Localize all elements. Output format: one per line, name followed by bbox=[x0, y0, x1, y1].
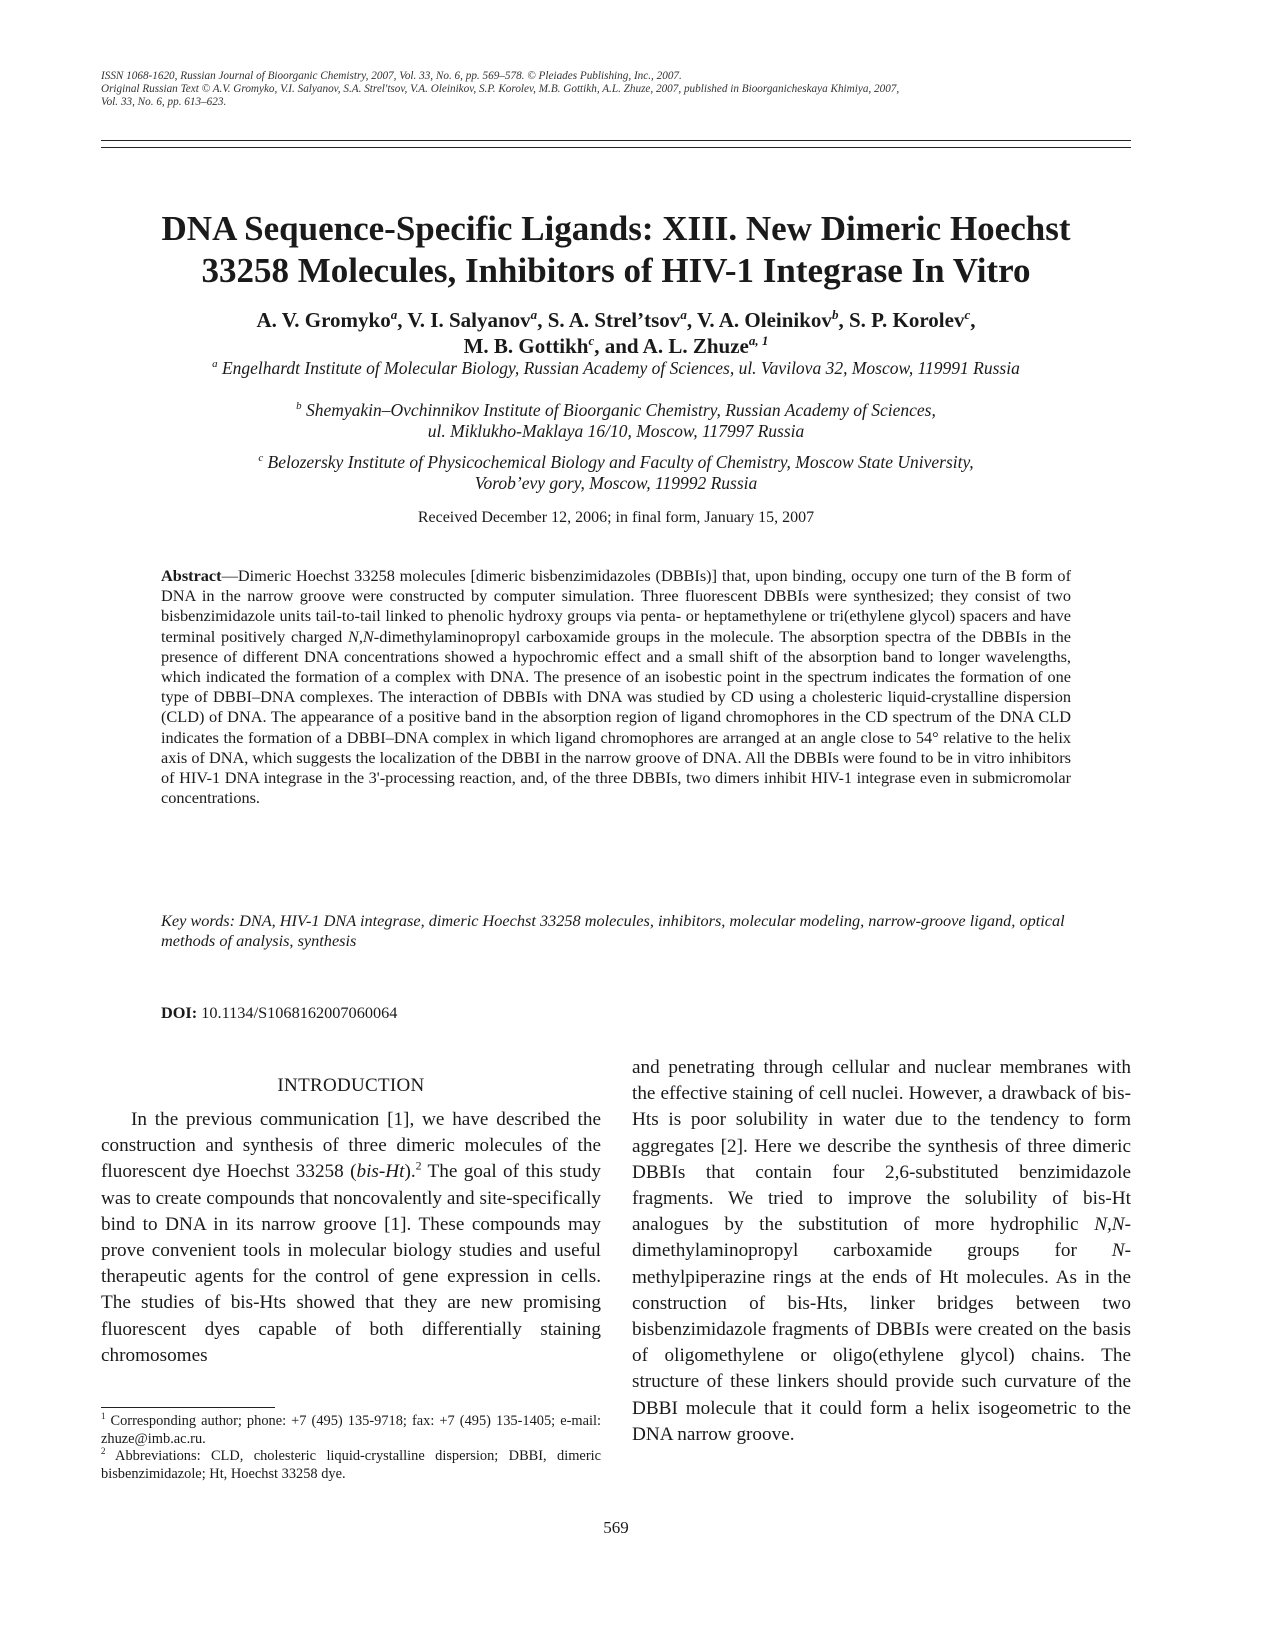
abstract-italic: N,N bbox=[347, 626, 374, 646]
received-dates: Received December 12, 2006; in final form, January 15, 2007 bbox=[417, 509, 815, 526]
intro-paragraph-2 bbox=[632, 1055, 1131, 1448]
author-separator: , bbox=[970, 308, 976, 332]
author-separator: , bbox=[838, 308, 849, 332]
affiliation-line: Vorob’evy gory, Moscow, 119992 Russia bbox=[474, 473, 758, 493]
author-list bbox=[101, 307, 1131, 359]
doi bbox=[161, 1003, 1071, 1023]
abstract-text: —Dimeric Hoechst 33258 molecules [dimeric bisbenzimidazoles (DBBIs)] that, upon binding, occupy one turn of the B form of DNA in the narrow groove were constructed by computer simulation. Three fluorescent DBBIs were synthesized; they consist of two bisbenzimidazole units tail-to-tail linked to phenolic hydroxy groups via penta- or heptamethylene or tri(ethylene glycol) spacers and have terminal positively charged bbox=[161, 566, 1071, 646]
body-italic: N bbox=[1111, 1240, 1125, 1262]
author-affil-mark: c bbox=[588, 333, 595, 348]
author-name: M. B. Gottikh bbox=[463, 334, 589, 358]
doi-value[interactable]: 10.1134/S1068162007060064 bbox=[201, 1003, 398, 1022]
header-line-3: Vol. 33, No. 6, pp. 613–623. bbox=[101, 96, 227, 108]
header-rule-bottom bbox=[101, 147, 1131, 148]
keywords: Key words: DNA, HIV-1 DNA integrase, dimeric Hoechst 33258 molecules, inhibitors, molecular modeling, narrow-groove ligand, optical methods of analysis, synthesis bbox=[161, 911, 1065, 951]
body-text: The goal of this study was to create compounds that noncovalently and site-specifically bind to DNA in its narrow groove [1]. These compounds may prove convenient tools in molecular biology studies and useful therapeutic agents for the control of gene expression in cells. The studies of bis-Hts showed that they are new promising fluorescent dyes capable of both differentially staining chromosomes bbox=[101, 1161, 601, 1366]
body-text: -methylpiperazine rings at the ends of Ht molecules. As in the construction of bis-Hts, linker bridges between two bisbenzimidazole fragments of DBBIs were created on the basis of oligomethylene or oligo(ethylene glycol) chains. The structure of these linkers should provide such curvature of the DBBI molecule that it could form a helix isogeometric to the DNA narrow groove. bbox=[632, 1240, 1131, 1445]
paper-title bbox=[101, 208, 1131, 292]
intro-paragraph-1 bbox=[101, 1107, 601, 1369]
author-name: S. P. Korolev bbox=[848, 308, 965, 332]
author-name: V. I. Salyanov bbox=[407, 308, 531, 332]
author-affil-mark: a, 1 bbox=[748, 333, 769, 348]
running-header bbox=[101, 70, 1131, 109]
author-affil-mark: a bbox=[680, 307, 687, 322]
body-italic: bis-Ht bbox=[356, 1161, 405, 1183]
header-line-1: ISSN 1068-1620, Russian Journal of Bioorganic Chemistry, 2007, Vol. 33, No. 6, pp. 569–578. © Pleiades Publishing, Inc., 2007. bbox=[101, 70, 682, 82]
author-line-2 bbox=[101, 333, 1131, 359]
header-line-2: Original Russian Text © A.V. Gromyko, V.I. Salyanov, S.A. Strel'tsov, V.A. Oleinikov, S.P. Korolev, M.B. Gottikh, A.L. Zhuze, 2007, published in Bioorganicheskaya Khimiya, 2007, bbox=[101, 83, 900, 95]
affiliation-line: ul. Miklukho-Maklaya 16/10, Moscow, 117997 Russia bbox=[427, 421, 805, 441]
affiliation-line: Shemyakin–Ovchinnikov Institute of Bioorganic Chemistry, Russian Academy of Sciences, bbox=[305, 400, 936, 420]
author-name: A. V. Gromyko bbox=[256, 308, 391, 332]
author-name: S. A. Strel’tsov bbox=[547, 308, 681, 332]
title-line-2: 33258 Molecules, Inhibitors of HIV-1 Integrase In Vitro bbox=[201, 251, 1031, 290]
affiliation-a bbox=[101, 358, 1131, 379]
affiliation-mark: a bbox=[212, 358, 218, 371]
footnote-1 bbox=[101, 1413, 601, 1448]
body-text: ). bbox=[404, 1161, 416, 1183]
affiliation-b bbox=[101, 400, 1131, 442]
footnote-2 bbox=[101, 1448, 601, 1483]
section-heading-introduction: INTRODUCTION bbox=[277, 1075, 425, 1096]
footnote-text: Abbreviations: CLD, cholesteric liquid-crystalline dispersion; DBBI, dimeric bisbenzimidazole; Ht, Hoechst 33258 dye. bbox=[101, 1448, 601, 1482]
footnote-rule bbox=[101, 1407, 275, 1408]
author-line-1 bbox=[101, 307, 1131, 333]
author-name: A. L. Zhuze bbox=[642, 334, 749, 358]
author-name: V. A. Oleinikov bbox=[696, 308, 832, 332]
author-affil-mark: c bbox=[964, 307, 971, 322]
footnote-mark: 2 bbox=[101, 1446, 106, 1457]
affiliation-c bbox=[101, 452, 1131, 494]
author-affil-mark: a bbox=[530, 307, 538, 322]
title-line-1: DNA Sequence-Specific Ligands: XIII. New Dimeric Hoechst bbox=[161, 209, 1071, 248]
author-separator: , bbox=[397, 308, 408, 332]
affiliation-mark: b bbox=[296, 400, 302, 413]
footnote-text: Corresponding author; phone: +7 (495) 135-9718; fax: +7 (495) 135-1405; e-mail: zhuze@imb.ac.ru. bbox=[101, 1413, 601, 1447]
header-rule-top bbox=[101, 140, 1131, 141]
body-text: and penetrating through cellular and nuclear membranes with the effective staining of cell nuclei. However, a drawback of bis-Hts is poor solubility in water due to the tendency to form aggregates [2]. Here we describe the synthesis of three dimeric DBBIs that contain four 2,6-substituted benzimidazole fragments. We tried to improve the solubility of bis-Ht analogues by the substitution of more hydrophilic bbox=[632, 1057, 1131, 1236]
author-separator: , and bbox=[594, 334, 643, 358]
author-separator: , bbox=[537, 308, 548, 332]
footnote-ref[interactable]: 2 bbox=[415, 1159, 422, 1174]
author-separator: , bbox=[686, 308, 697, 332]
affiliation-mark: c bbox=[258, 452, 264, 465]
footnote-mark: 1 bbox=[101, 1411, 106, 1422]
doi-label: DOI: bbox=[161, 1003, 198, 1022]
affiliation-line: Belozersky Institute of Physicochemical Biology and Faculty of Chemistry, Moscow State University, bbox=[267, 452, 974, 472]
abstract-label: Abstract bbox=[161, 566, 222, 585]
author-affil-mark: a bbox=[390, 307, 398, 322]
body-text: In the previous communication [1], we have described the construction and synthesis of three dimeric molecules of the fluorescent dye Hoechst 33258 ( bbox=[101, 1109, 601, 1183]
affiliation-line: Engelhardt Institute of Molecular Biology, Russian Academy of Sciences, ul. Vavilova 32, Moscow, 119991 Russia bbox=[221, 358, 1020, 378]
abstract-text: -dimethylaminopropyl carboxamide groups in the molecule. The absorption spectra of the DBBIs in the presence of different DNA concentrations showed a hypochromic effect and a small shift of the absorption band to longer wavelengths, which indicated the formation of a complex with DNA. The presence of an isobestic point in the spectrum indicates the formation of one type of DBBI–DNA complexes. The interaction of DBBIs with DNA was studied by CD using a cholesteric liquid-crystalline dispersion (CLD) of DNA. The appearance of a positive band in the absorption region of ligand chromophores in the CD spectrum of the DNA CLD indicates the formation of a DBBI–DNA complex in which ligand chromophores are arranged at an angle close to 54° relative to the helix axis of DNA, which suggests the localization of the DBBI in the narrow groove of DNA. All the DBBIs were found to be in vitro inhibitors of HIV-1 DNA integrase in the 3'-processing reaction, and, of the three DBBIs, two dimers inhibit HIV-1 integrase even in submicromolar concentrations. bbox=[161, 626, 1071, 808]
body-text: -dimethylaminopropyl carboxamide groups for bbox=[632, 1214, 1131, 1262]
abstract bbox=[161, 566, 1071, 808]
body-italic: N,N bbox=[1094, 1214, 1125, 1236]
page-number: 569 bbox=[603, 1518, 629, 1537]
author-affil-mark: b bbox=[831, 307, 839, 322]
